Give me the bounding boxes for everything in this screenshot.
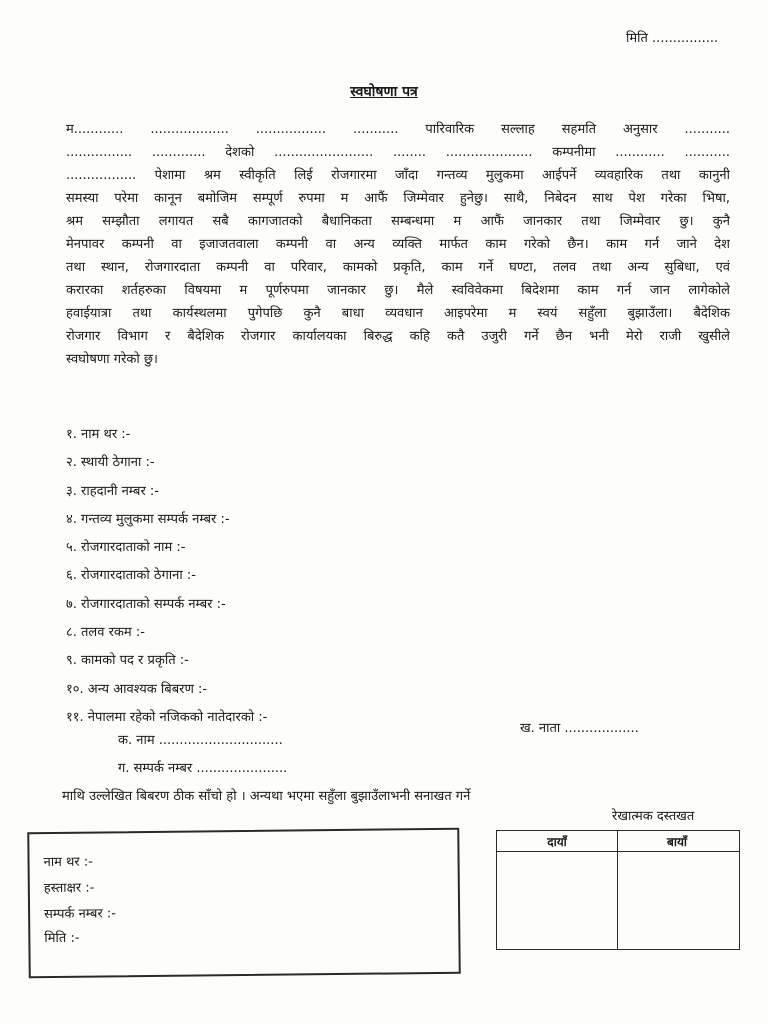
field-other-details: १०. अन्य आवश्यक बिबरण :-: [66, 681, 208, 697]
thumbprint-table: [496, 830, 740, 950]
signer-name-field: नाम थर :-: [43, 854, 93, 871]
declaration-paragraph: [66, 118, 730, 371]
right-thumb-label: दायाँ: [547, 835, 567, 849]
confirmation-statement: माथि उल्लेखित बिबरण ठीक साँचो हो । अन्यथा भएमा सहुँला बुझाउँलाभनी सनाखत गर्ने: [62, 789, 471, 804]
signature-label: रेखात्मक दस्तखत: [612, 809, 695, 824]
paragraph-line: ................ ............. देशको ........................ ........ ..................... कम्पनीमा ............ ...........: [66, 145, 730, 160]
field-salary: ८. तलव रकम :-: [66, 625, 145, 641]
field-permanent-address: २. स्थायी ठेगाना :-: [66, 455, 155, 471]
paragraph-line: तथा स्थान, रोजगारदाता कम्पनी वा परिवार, कामको प्रकृति, काम गर्ने घण्टा, तलव तथा अन्य सुबिधा, एवं: [66, 260, 730, 275]
paragraph-line: रोजगार विभाग र बैदेशिक रोजगार कार्यालयका बिरुद्ध कहि कतै उजुरी गर्ने छैन भनी मेरो राजी खुसीले: [66, 329, 730, 344]
paragraph-line: मेनपावर कम्पनी वा इजाजतवाला कम्पनी वा अन्य व्यक्ति मार्फत काम गरेको छैन। काम गर्न जाने देश: [66, 237, 730, 252]
field-nearest-relative: ११. नेपालमा रहेको नजिकको नातेदारको :-: [66, 709, 268, 725]
details-list: [66, 424, 267, 735]
field-employer-contact: ७. रोजगारदाताको सम्पर्क नम्बर :-: [66, 596, 226, 612]
field-destination-contact: ४. गन्तव्य मुलुकमा सम्पर्क नम्बर :-: [66, 511, 230, 527]
relative-relation-field: ख. नाता ..................: [520, 721, 639, 736]
paragraph-line: म............ ................... ................. ........... पारिवारिक सल्लाह सहमति अनुसार ...........: [66, 122, 730, 137]
document-title: स्वघोषणा पत्र: [350, 84, 418, 100]
field-employer-address: ६. रोजगारदाताको ठेगाना :-: [66, 568, 196, 584]
field-job-position: ९. कामको पद र प्रकृति :-: [66, 653, 189, 669]
paragraph-line: हवाईयात्रा तथा कार्यस्थलमा पुगेपछि कुनै बाधा व्यवधान आइपरेमा म स्वयं सहुँला बुझाउँला। बैदेशिक: [66, 306, 730, 321]
paragraph-line: ................. पेशामा श्रम स्वीकृति लिई रोजगारमा जाँदा गन्तव्य मुलुकमा आईपर्ने व्यवहारिक तथा कानुनी: [66, 168, 730, 183]
paragraph-line: श्रम सम्झौता लगायत सबै कागजातको बैधानिकता सम्बन्धमा म आफैं जानकार तथा जिम्मेवार छु। कुनै: [66, 214, 730, 229]
paragraph-line: करारका शर्तहरुका विषयमा म पूर्णरुपमा जानकार छु। मैले स्वविवेकमा बिदेशमा काम गर्न जान लागेकोले: [66, 283, 730, 298]
signer-signature-field: हस्ताक्षर :-: [43, 880, 95, 897]
signer-date-field: मिति :-: [44, 930, 80, 947]
field-full-name: १. नाम थर :-: [66, 427, 131, 442]
field-passport-number: ३. राहदानी नम्बर :-: [66, 483, 159, 499]
relative-name-field: क. नाम ..............................: [118, 733, 283, 748]
paragraph-line: स्वघोषणा गरेको छु।: [66, 352, 158, 367]
signer-details-box: [27, 828, 461, 979]
signer-contact-field: सम्पर्क नम्बर :-: [44, 906, 117, 923]
relative-contact-field: ग. सम्पर्क नम्बर ......................: [118, 761, 288, 776]
left-thumb-label: बायाँ: [666, 835, 688, 849]
field-employer-name: ५. रोजगारदाताको नाम :-: [66, 540, 186, 556]
date-field: मिति ................: [626, 31, 719, 46]
paragraph-line: समस्या परेमा कानून बमोजिम सम्पूर्ण रुपमा म आफैं जिम्मेवार हुनेछु। साथै, निबेदन साथ पेश गरेका भिषा,: [66, 191, 730, 206]
